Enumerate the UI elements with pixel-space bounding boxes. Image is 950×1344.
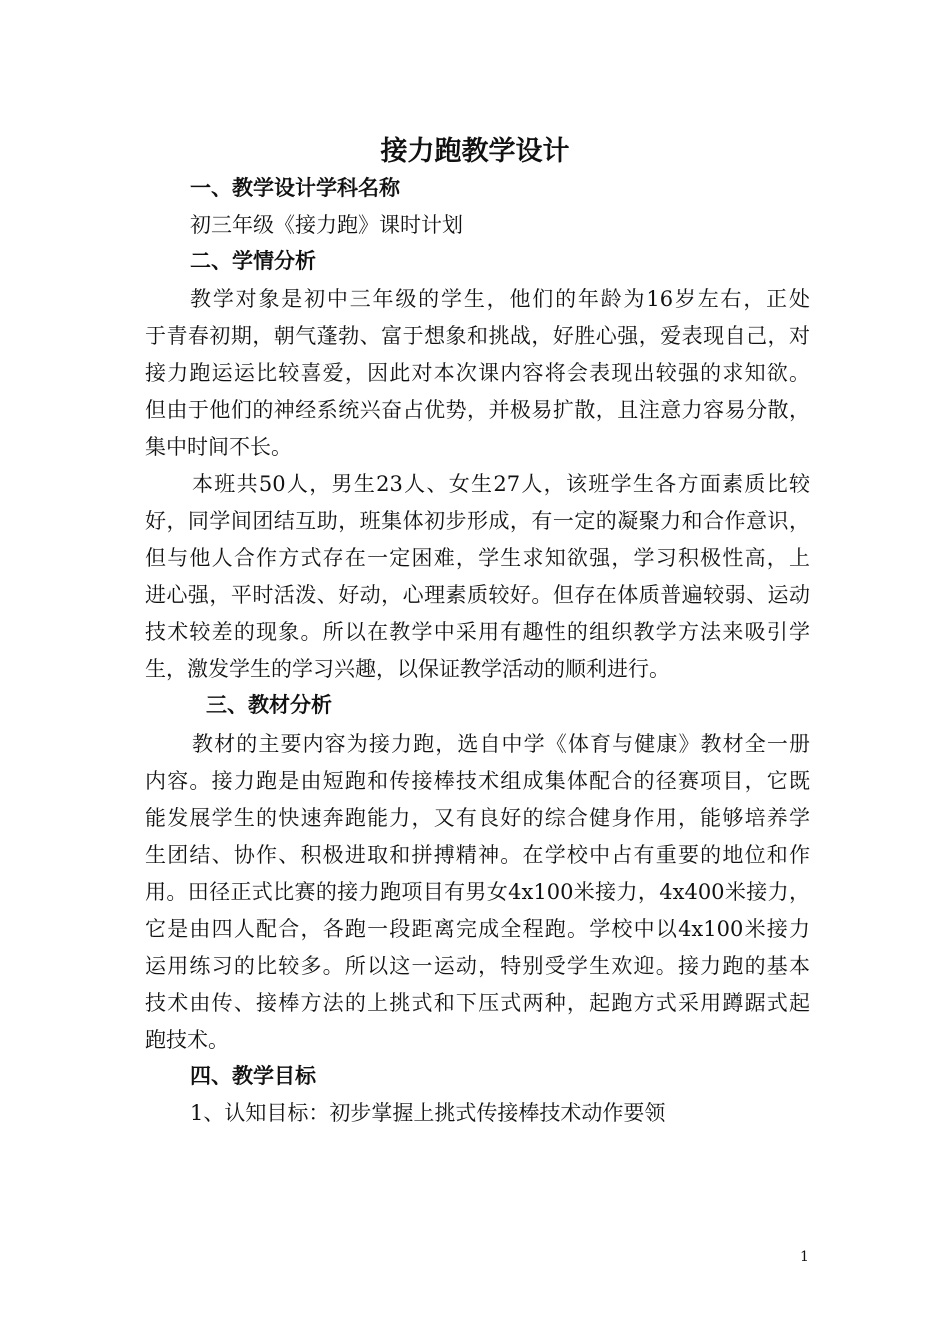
paragraph-line: 接力跑运运比较喜爱，因此对本次课内容将会表现出较强的求知欲。 — [145, 361, 810, 385]
paragraph-line: 技术较差的现象。所以在教学中采用有趣性的组织教学方法来吸引学 — [145, 620, 810, 644]
paragraph-line: 生，激发学生的学习兴趣，以保证教学活动的顺利进行。 — [145, 657, 670, 681]
paragraph-line: 教学对象是初中三年级的学生，他们的年龄为16岁左右，正处 — [190, 287, 810, 311]
paragraph-line: 运用练习的比较多。所以这一运动，特别受学生欢迎。接力跑的基本 — [145, 954, 810, 978]
paragraph-line: 技术由传、接棒方法的上挑式和下压式两种，起跑方式采用蹲踞式起 — [145, 991, 810, 1015]
paragraph-line: 但由于他们的神经系统兴奋占优势，并极易扩散，且注意力容易分散， — [145, 398, 810, 422]
section-heading-material-analysis: 三、教材分析 — [206, 693, 332, 717]
paragraph-line: 集中时间不长。 — [145, 435, 292, 459]
paragraph-line: 于青春初期，朝气蓬勃、富于想象和挑战，好胜心强，爱表现自己，对 — [145, 324, 810, 348]
section-heading-subject-name: 一、教学设计学科名称 — [190, 176, 400, 200]
paragraph-line: 生团结、协作、积极进取和拼搏精神。在学校中占有重要的地位和作 — [145, 843, 810, 867]
goal-item-cognitive: 1、认知目标：初步掌握上挑式传接棒技术动作要领 — [190, 1101, 666, 1125]
section-heading-student-analysis: 二、学情分析 — [190, 249, 316, 273]
paragraph-line: 进心强，平时活泼、好动，心理素质较好。但存在体质普遍较弱、运动 — [145, 583, 810, 607]
paragraph-line: 内容。接力跑是由短跑和传接棒技术组成集体配合的径赛项目，它既 — [145, 769, 810, 793]
paragraph-line: 跑技术。 — [145, 1028, 229, 1052]
document-title: 接力跑教学设计 — [380, 136, 570, 167]
paragraph-line: 教材的主要内容为接力跑，选自中学《体育与健康》教材全一册 — [192, 732, 810, 756]
paragraph-line: 但与他人合作方式存在一定困难，学生求知欲强，学习积极性高，上 — [145, 546, 810, 570]
paragraph-line: 本班共50人，男生23人、女生27人，该班学生各方面素质比较 — [192, 472, 810, 496]
paragraph-line: 好，同学间团结互助，班集体初步形成，有一定的凝聚力和合作意识， — [145, 509, 810, 533]
subject-name-text: 初三年级《接力跑》课时计划 — [190, 213, 463, 237]
section-heading-teaching-goals: 四、教学目标 — [190, 1064, 316, 1088]
paragraph-line: 它是由四人配合，各跑一段距离完成全程跑。学校中以4x100米接力 — [145, 917, 810, 941]
page-number: 1 — [800, 1249, 809, 1265]
paragraph-line: 能发展学生的快速奔跑能力，又有良好的综合健身作用，能够培养学 — [145, 806, 810, 830]
paragraph-line: 用。田径正式比赛的接力跑项目有男女4x100米接力，4x400米接力， — [145, 880, 810, 904]
